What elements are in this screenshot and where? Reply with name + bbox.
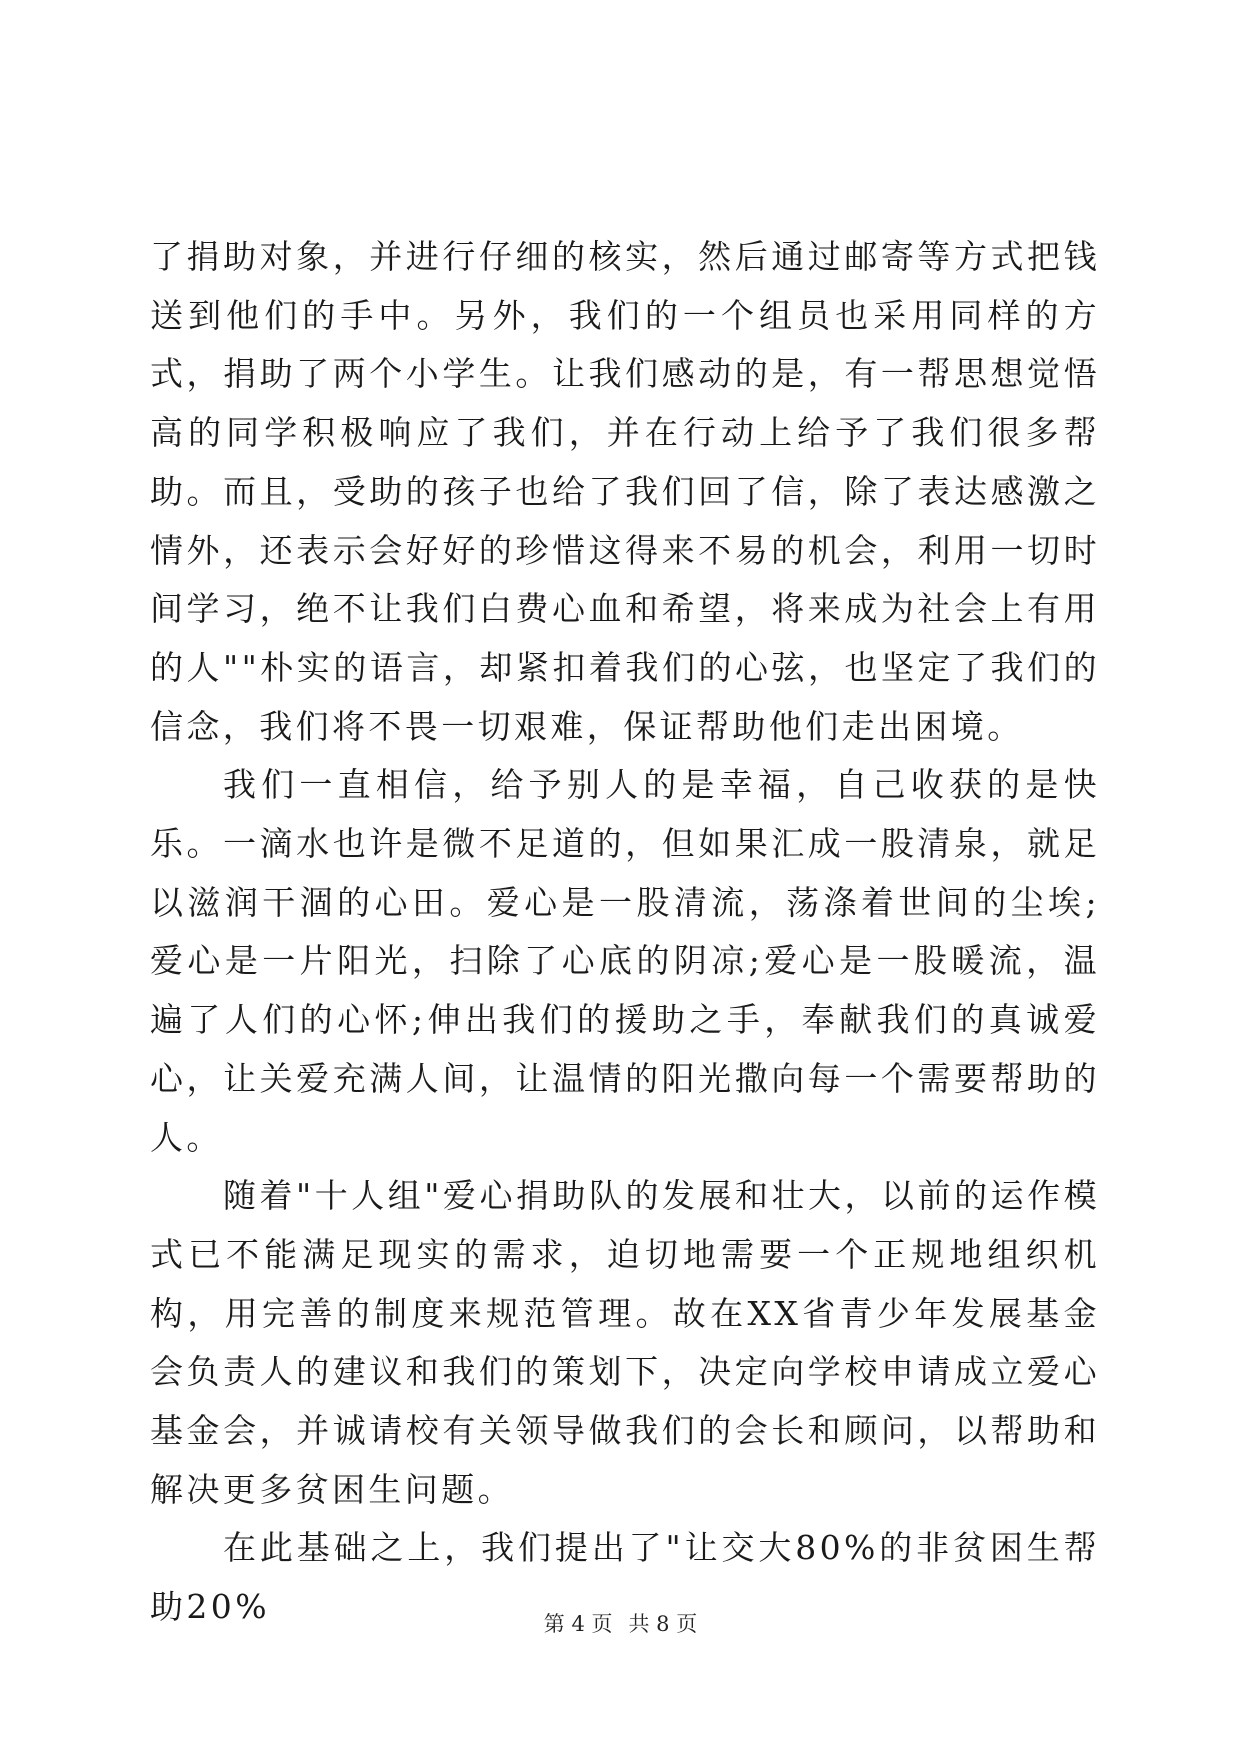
- paragraph-1: 了捐助对象，并进行仔细的核实，然后通过邮寄等方式把钱送到他们的手中。另外，我们的一个组员也采用同样的方式，捐助了两个小学生。让我们感动的是，有一帮思想觉悟高的同学积极响应了我们，并在行动上给予了我们很多帮助。而且，受助的孩子也给了我们回了信，除了表达感激之情外，还表示会好好的珍惜这得来不易的机会，利用一切时间学习，绝不让我们白费心血和希望，将来成为社会上有用的人""朴实的语言，却紧扣着我们的心弦，也坚定了我们的信念，我们将不畏一切艰难，保证帮助他们走出困境。: [150, 237, 1100, 746]
- page-footer: [0, 1608, 1241, 1638]
- paragraph-4: 在此基础之上，我们提出了"让交大80%的非贫困生帮助20%: [150, 1528, 1100, 1627]
- page-total: 共 8 页: [628, 1612, 698, 1636]
- body-text: [150, 228, 1100, 1637]
- page-number: 第 4 页: [543, 1612, 613, 1636]
- paragraph-3: 随着"十人组"爱心捐助队的发展和壮大，以前的运作模式已不能满足现实的需求，迫切地需要一个正规地组织机构，用完善的制度来规范管理。故在XX省青少年发展基金会负责人的建议和我们的策划下，决定向学校申请成立爱心基金会，并诚请校有关领导做我们的会长和顾问，以帮助和解决更多贫困生问题。: [150, 1176, 1100, 1509]
- paragraph-2: 我们一直相信，给予别人的是幸福，自己收获的是快乐。一滴水也许是微不足道的，但如果汇成一股清泉，就足以滋润干涸的心田。爱心是一股清流，荡涤着世间的尘埃;爱心是一片阳光，扫除了心底的阴凉;爱心是一股暖流，温遍了人们的心怀;伸出我们的援助之手，奉献我们的真诚爱心，让关爱充满人间，让温情的阳光撒向每一个需要帮助的人。: [150, 765, 1100, 1157]
